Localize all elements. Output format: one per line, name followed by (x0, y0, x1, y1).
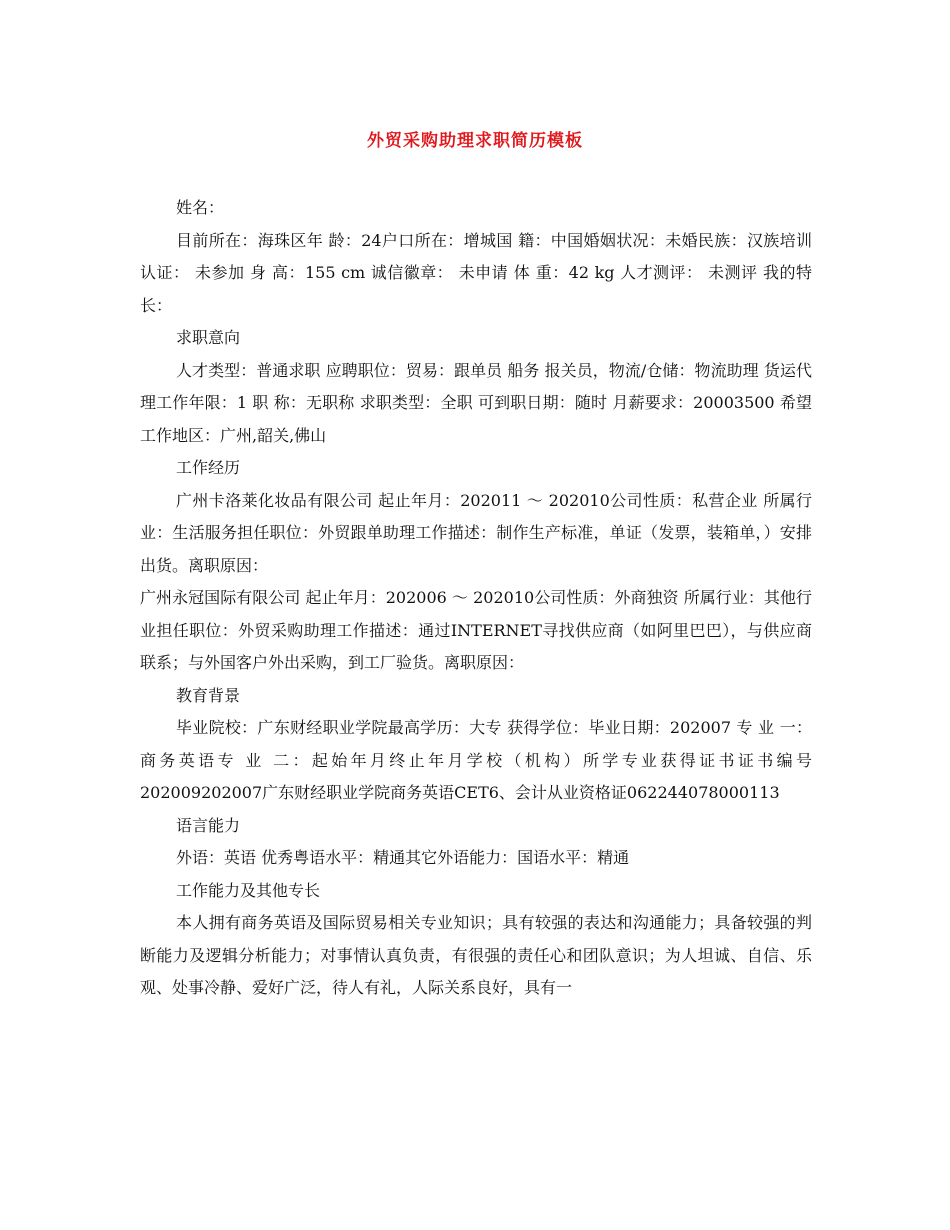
document-title: 外贸采购助理求职简历模板 (367, 131, 583, 151)
skills-heading: 工作能力及其他专长 (176, 880, 321, 900)
document-body (140, 192, 812, 1005)
education-paragraph: 毕业院校：广东财经职业学院最高学历：大专 获得学位：毕业日期：202007 专 业 一：商务英语专 业 二：起始年月终止年月学校（机构）所学专业获得证书证书编号202009202007广东财经职业学院商务英语CET6、会计从业资格证062244078000113 (140, 718, 812, 802)
skills-paragraph: 本人拥有商务英语及国际贸易相关专业知识；具有较强的表达和沟通能力；具备较强的判断能力及逻辑分析能力；对事情认真负责，有很强的责任心和团队意识；为人坦诚、自信、乐观、处事冷静、爱好广泛，待人有礼，人际关系良好，具有一 (140, 913, 812, 997)
intent-heading: 求职意向 (176, 328, 241, 347)
intent-paragraph: 人才类型：普通求职 应聘职位：贸易：跟单员 船务 报关员，物流/仓储：物流助理 货运代理工作年限：1 职 称：无职称 求职类型：全职 可到职日期：随时 月薪要求：20003500 希望工作地区：广州,韶关,佛山 (140, 360, 812, 445)
language-heading: 语言能力 (176, 815, 241, 835)
experience-paragraph-1: 广州卡洛莱化妆品有限公司 起止年月：202011 ～ 202010公司性质：私营企业 所属行业：生活服务担任职位：外贸跟单助理工作描述：制作生产标准，单证（发票，装箱单，）安排出货。离职原因： (140, 490, 812, 575)
experience-heading: 工作经历 (176, 458, 241, 477)
education-heading: 教育背景 (176, 685, 241, 705)
basic-info-paragraph: 目前所在：海珠区年 龄：24户口所在：增城国 籍：中国婚姻状况：未婚民族：汉族培训认证： 未参加 身 高：155 cm 诚信徽章： 未申请 体 重：42 kg 人才测评： 未测评 我的特长： (140, 230, 812, 315)
name-label: 姓名： (176, 198, 225, 217)
experience-paragraph-2: 广州永冠国际有限公司 起止年月：202006 ～ 202010公司性质：外商独资 所属行业：其他行业担任职位：外贸采购助理工作描述：通过INTERNET寻找供应商（如阿里巴巴），与供应商联系；与外国客户外出采购，到工厂验货。离职原因： (140, 588, 812, 672)
language-paragraph: 外语：英语 优秀粤语水平：精通其它外语能力：国语水平：精通 (176, 848, 630, 867)
